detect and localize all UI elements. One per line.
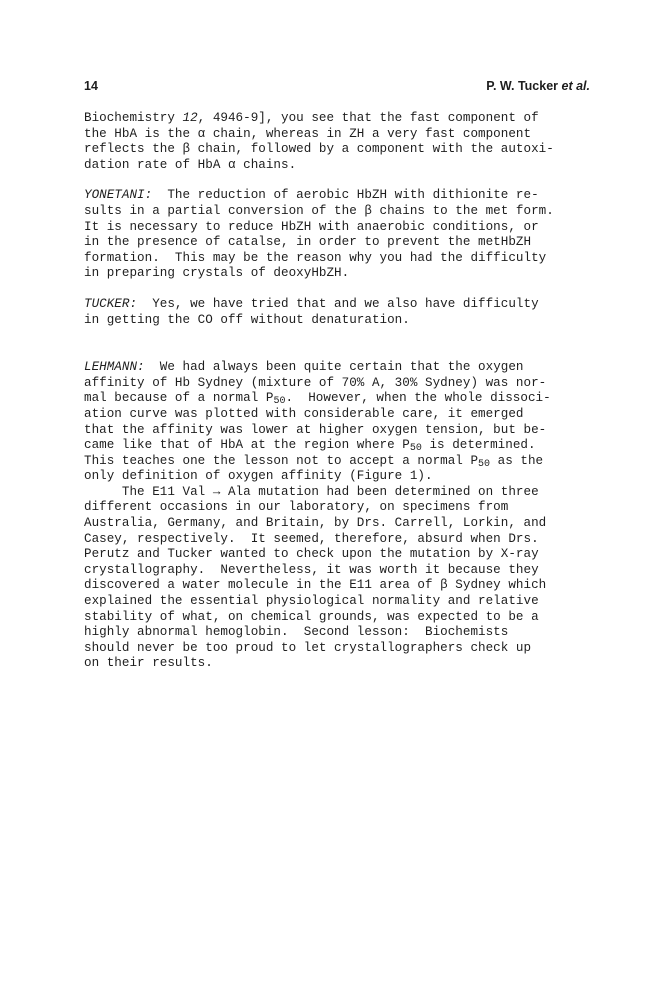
text-line [84,297,539,311]
text-line: crystallography. Nevertheless, it was worth it because they [84,562,539,577]
running-head-author: P. W. Tucker [486,79,559,93]
text-line: ation curve was plotted with considerable care, it emerged [84,406,524,421]
text-line: Australia, Germany, and Britain, by Drs. Carrell, Lorkin, and [84,516,547,531]
text-fragment: Yes, we have tried that and we also have difficulty [137,296,539,311]
text-line: different occasions in our laboratory, on specimens from [84,500,509,515]
speaker-name: YONETANI: [84,188,153,203]
text-line: It is necessary to reduce HbZH with anaerobic conditions, or [84,219,539,234]
paragraph-lehmann [84,360,594,485]
text-line: stability of what, on chemical grounds, was expected to be a [84,609,539,624]
subscript: 50 [478,458,491,470]
text-line: Casey, respectively. It seemed, therefore, absurd when Drs. [84,531,539,546]
text-line: The E11 Val → Ala mutation had been determined on three [84,484,539,499]
text-fragment: is determined. [421,438,536,453]
text-line: affinity of Hb Sydney (mixture of 70% A, 30% Sydney) was nor- [84,375,547,390]
page-header [84,79,590,99]
text-line: on their results. [84,656,213,671]
running-head [486,79,590,93]
text-fragment: mal because of a normal P [84,391,274,406]
body-text [84,111,594,672]
text-line [84,111,539,125]
paragraph-continuation [84,111,594,173]
text-fragment: . However, when the whole dissoci- [285,391,551,406]
text-line: only definition of oxygen affinity (Figure 1). [84,469,433,484]
text-line: dation rate of HbA α chains. [84,157,297,172]
paragraph-lehmann-continued [84,485,594,672]
text-line: formation. This may be the reason why you had the difficulty [84,250,547,265]
text-line [84,188,539,202]
text-fragment: as the [490,453,544,468]
page-number: 14 [84,79,98,93]
subscript: 50 [273,396,286,408]
volume-number: 12 [182,111,198,125]
text-line [84,438,536,455]
text-line: in the presence of catalse, in order to prevent the metHbZH [84,235,532,250]
text-fragment: The reduction of aerobic HbZH with dithionite re- [152,188,539,203]
text-line: in preparing crystals of deoxyHbZH. [84,266,350,281]
text-fragment: This teaches one the lesson not to accept a normal P [84,453,479,468]
text-fragment: came like that of HbA at the region where P [84,438,410,453]
text-line: that the affinity was lower at higher oxygen tension, but be- [84,422,547,437]
text-fragment: , 4946-9], you see that the fast component of [197,111,539,125]
text-line: the HbA is the α chain, whereas in ZH a very fast component [84,126,532,141]
paragraph-yonetani [84,188,594,282]
text-fragment: Biochemistry [84,111,183,125]
text-fragment: We had always been quite certain that the oxygen [144,360,524,375]
speaker-name: LEHMANN: [84,360,145,375]
text-line: Perutz and Tucker wanted to check upon the mutation by X-ray [84,547,539,562]
text-line [84,454,543,468]
text-line [84,360,524,374]
running-head-et-al: et al. [561,79,590,93]
text-line: in getting the CO off without denaturation. [84,312,410,327]
text-line: reflects the β chain, followed by a component with the autoxi- [84,142,554,157]
text-line: explained the essential physiological normality and relative [84,594,539,609]
speaker-name: TUCKER: [84,296,138,311]
paragraph-tucker [84,297,594,328]
subscript: 50 [409,443,422,455]
text-line: highly abnormal hemoglobin. Second lesson: Biochemists [84,625,509,640]
text-line: discovered a water molecule in the E11 area of β Sydney which [84,578,547,593]
text-line [84,391,551,408]
text-line: sults in a partial conversion of the β chains to the met form. [84,203,554,218]
text-line: should never be too proud to let crystallographers check up [84,640,532,655]
